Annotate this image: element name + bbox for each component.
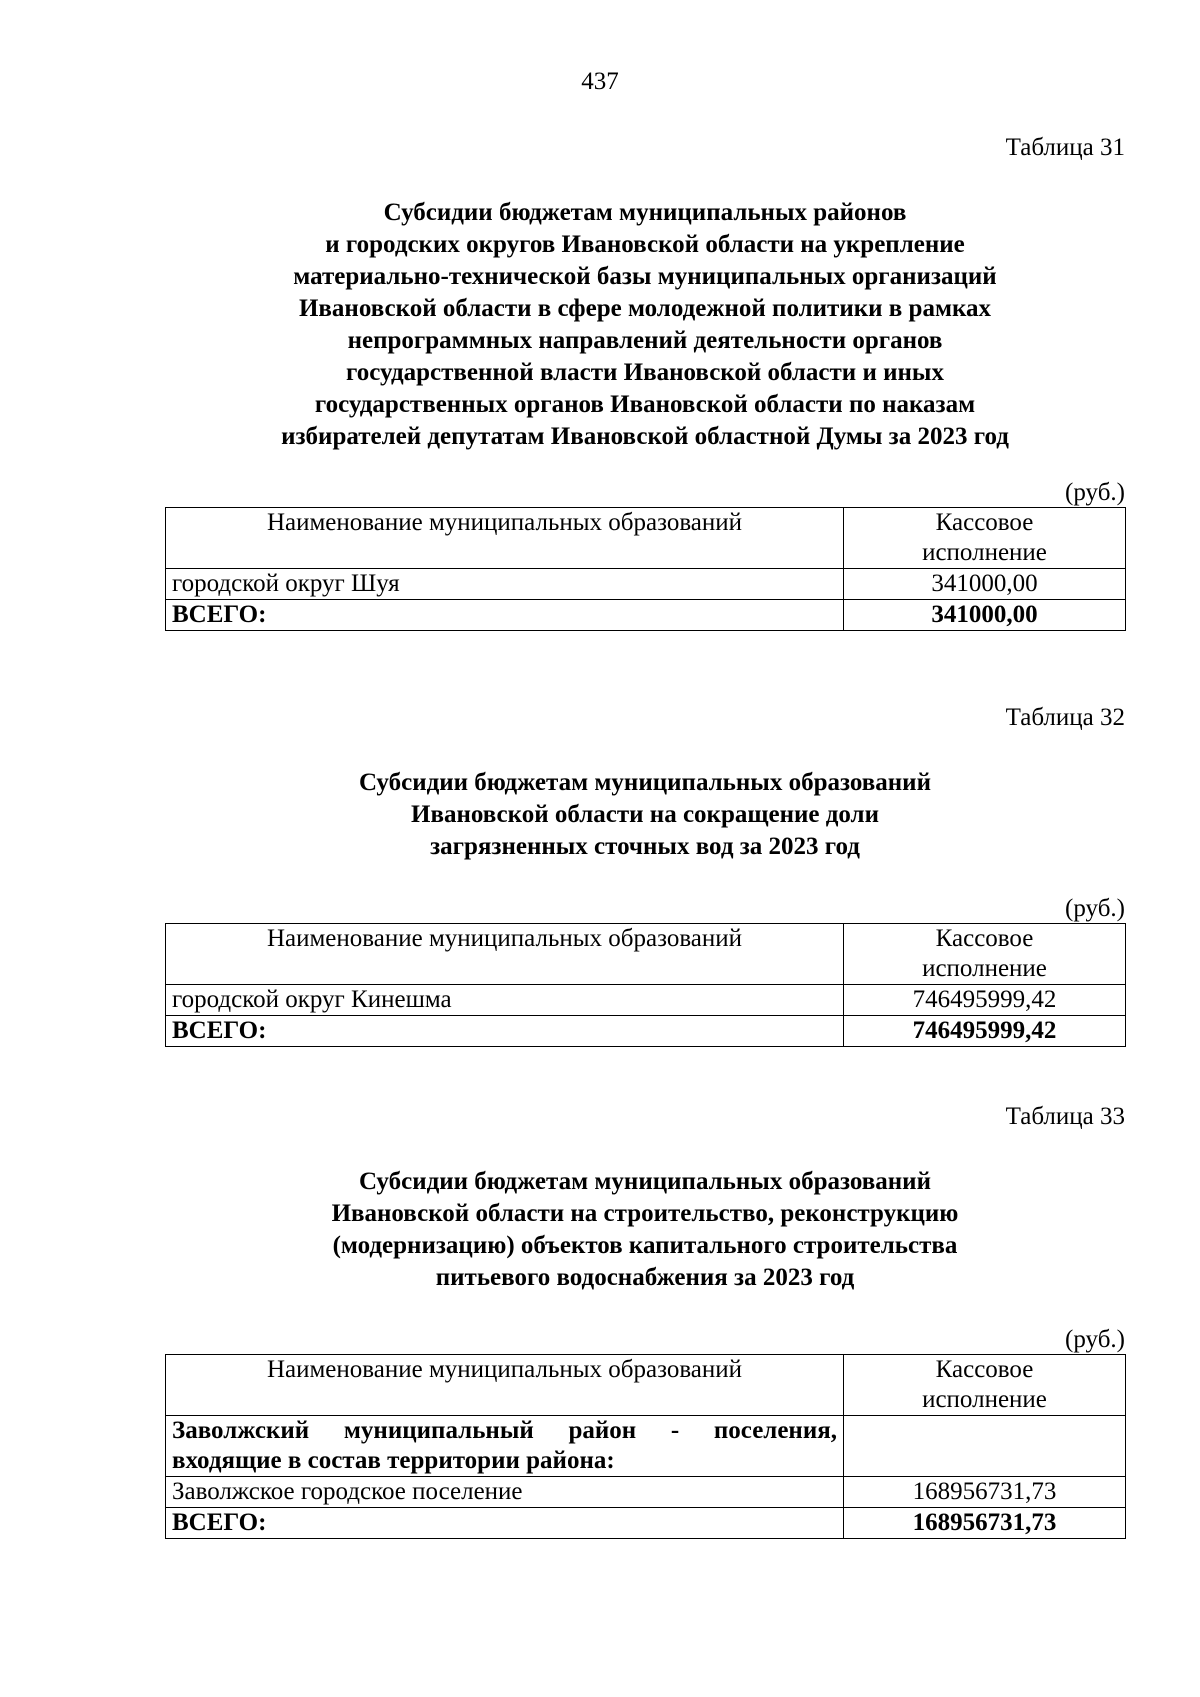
table-label: Таблица 33 <box>1005 1103 1125 1130</box>
title-line: Ивановской области на сокращение доли <box>411 801 879 828</box>
title-line: загрязненных сточных вод за 2023 год <box>430 833 860 860</box>
table-33-section <box>165 1102 1125 1539</box>
table-row <box>166 1477 1126 1508</box>
page-number: 437 <box>581 68 619 95</box>
table-header-row <box>166 1355 1126 1416</box>
table-header-row <box>166 924 1126 985</box>
table-header-row <box>166 508 1126 569</box>
amount-value: 341000,00 <box>844 569 1126 600</box>
currency-unit: (руб.) <box>1065 895 1125 922</box>
total-label: ВСЕГО: <box>166 1016 844 1047</box>
amount-value: 746495999,42 <box>844 985 1126 1016</box>
total-row <box>166 1016 1126 1047</box>
table-31-section <box>165 133 1125 631</box>
total-amount: 168956731,73 <box>844 1508 1126 1539</box>
title-line: избирателей депутатам Ивановской областной Думы за 2023 год <box>281 423 1009 450</box>
total-amount: 746495999,42 <box>844 1016 1126 1047</box>
table-row <box>166 569 1126 600</box>
data-table <box>165 923 1126 1047</box>
column-header-name: Наименование муниципальных образований <box>166 508 844 569</box>
title-line: Субсидии бюджетам муниципальных образований <box>359 1168 931 1195</box>
table-row <box>166 985 1126 1016</box>
total-amount: 341000,00 <box>844 600 1126 631</box>
currency-unit: (руб.) <box>1065 1326 1125 1353</box>
group-name-line: входящие в состав территории района: <box>172 1447 615 1474</box>
total-row <box>166 1508 1126 1539</box>
title-line: государственных органов Ивановской области по наказам <box>314 391 976 418</box>
total-label: ВСЕГО: <box>166 1508 844 1539</box>
table-title <box>165 197 1125 453</box>
data-table <box>165 1354 1126 1539</box>
title-line: материально-технической базы муниципальных организаций <box>293 263 997 290</box>
column-header-amount: Кассовое исполнение <box>844 1355 1126 1416</box>
total-label: ВСЕГО: <box>166 600 844 631</box>
group-name-line: Заволжский муниципальный район - поселения, <box>172 1417 837 1444</box>
title-line: и городских округов Ивановской области на укрепление <box>325 231 965 258</box>
title-line: Ивановской области в сфере молодежной политики в рамках <box>298 295 992 322</box>
title-line: непрограммных направлений деятельности органов <box>347 327 943 354</box>
table-label: Таблица 32 <box>1005 704 1125 731</box>
municipality-name: городской округ Шуя <box>166 569 844 600</box>
title-line: Субсидии бюджетам муниципальных образований <box>359 769 931 796</box>
total-row <box>166 600 1126 631</box>
table-title <box>165 1166 1125 1294</box>
title-line: государственной власти Ивановской области и иных <box>346 359 944 386</box>
title-line: (модернизацию) объектов капитального строительства <box>332 1232 958 1259</box>
column-header-name: Наименование муниципальных образований <box>166 1355 844 1416</box>
data-table <box>165 507 1126 631</box>
table-title <box>165 767 1125 863</box>
column-header-name: Наименование муниципальных образований <box>166 924 844 985</box>
municipality-name: городской округ Кинешма <box>166 985 844 1016</box>
title-line: Субсидии бюджетам муниципальных районов <box>383 199 907 226</box>
column-header-amount: Кассовое исполнение <box>844 924 1126 985</box>
table-32-section <box>165 703 1125 1047</box>
group-row <box>166 1416 1126 1477</box>
title-line: питьевого водоснабжения за 2023 год <box>435 1264 855 1291</box>
amount-value: 168956731,73 <box>844 1477 1126 1508</box>
group-name <box>166 1416 844 1477</box>
title-line: Ивановской области на строительство, реконструкцию <box>331 1200 959 1227</box>
currency-unit: (руб.) <box>1065 479 1125 506</box>
group-amount-empty <box>844 1416 1126 1477</box>
table-label: Таблица 31 <box>1005 134 1125 161</box>
column-header-amount: Кассовое исполнение <box>844 508 1126 569</box>
municipality-name: Заволжское городское поселение <box>166 1477 844 1508</box>
